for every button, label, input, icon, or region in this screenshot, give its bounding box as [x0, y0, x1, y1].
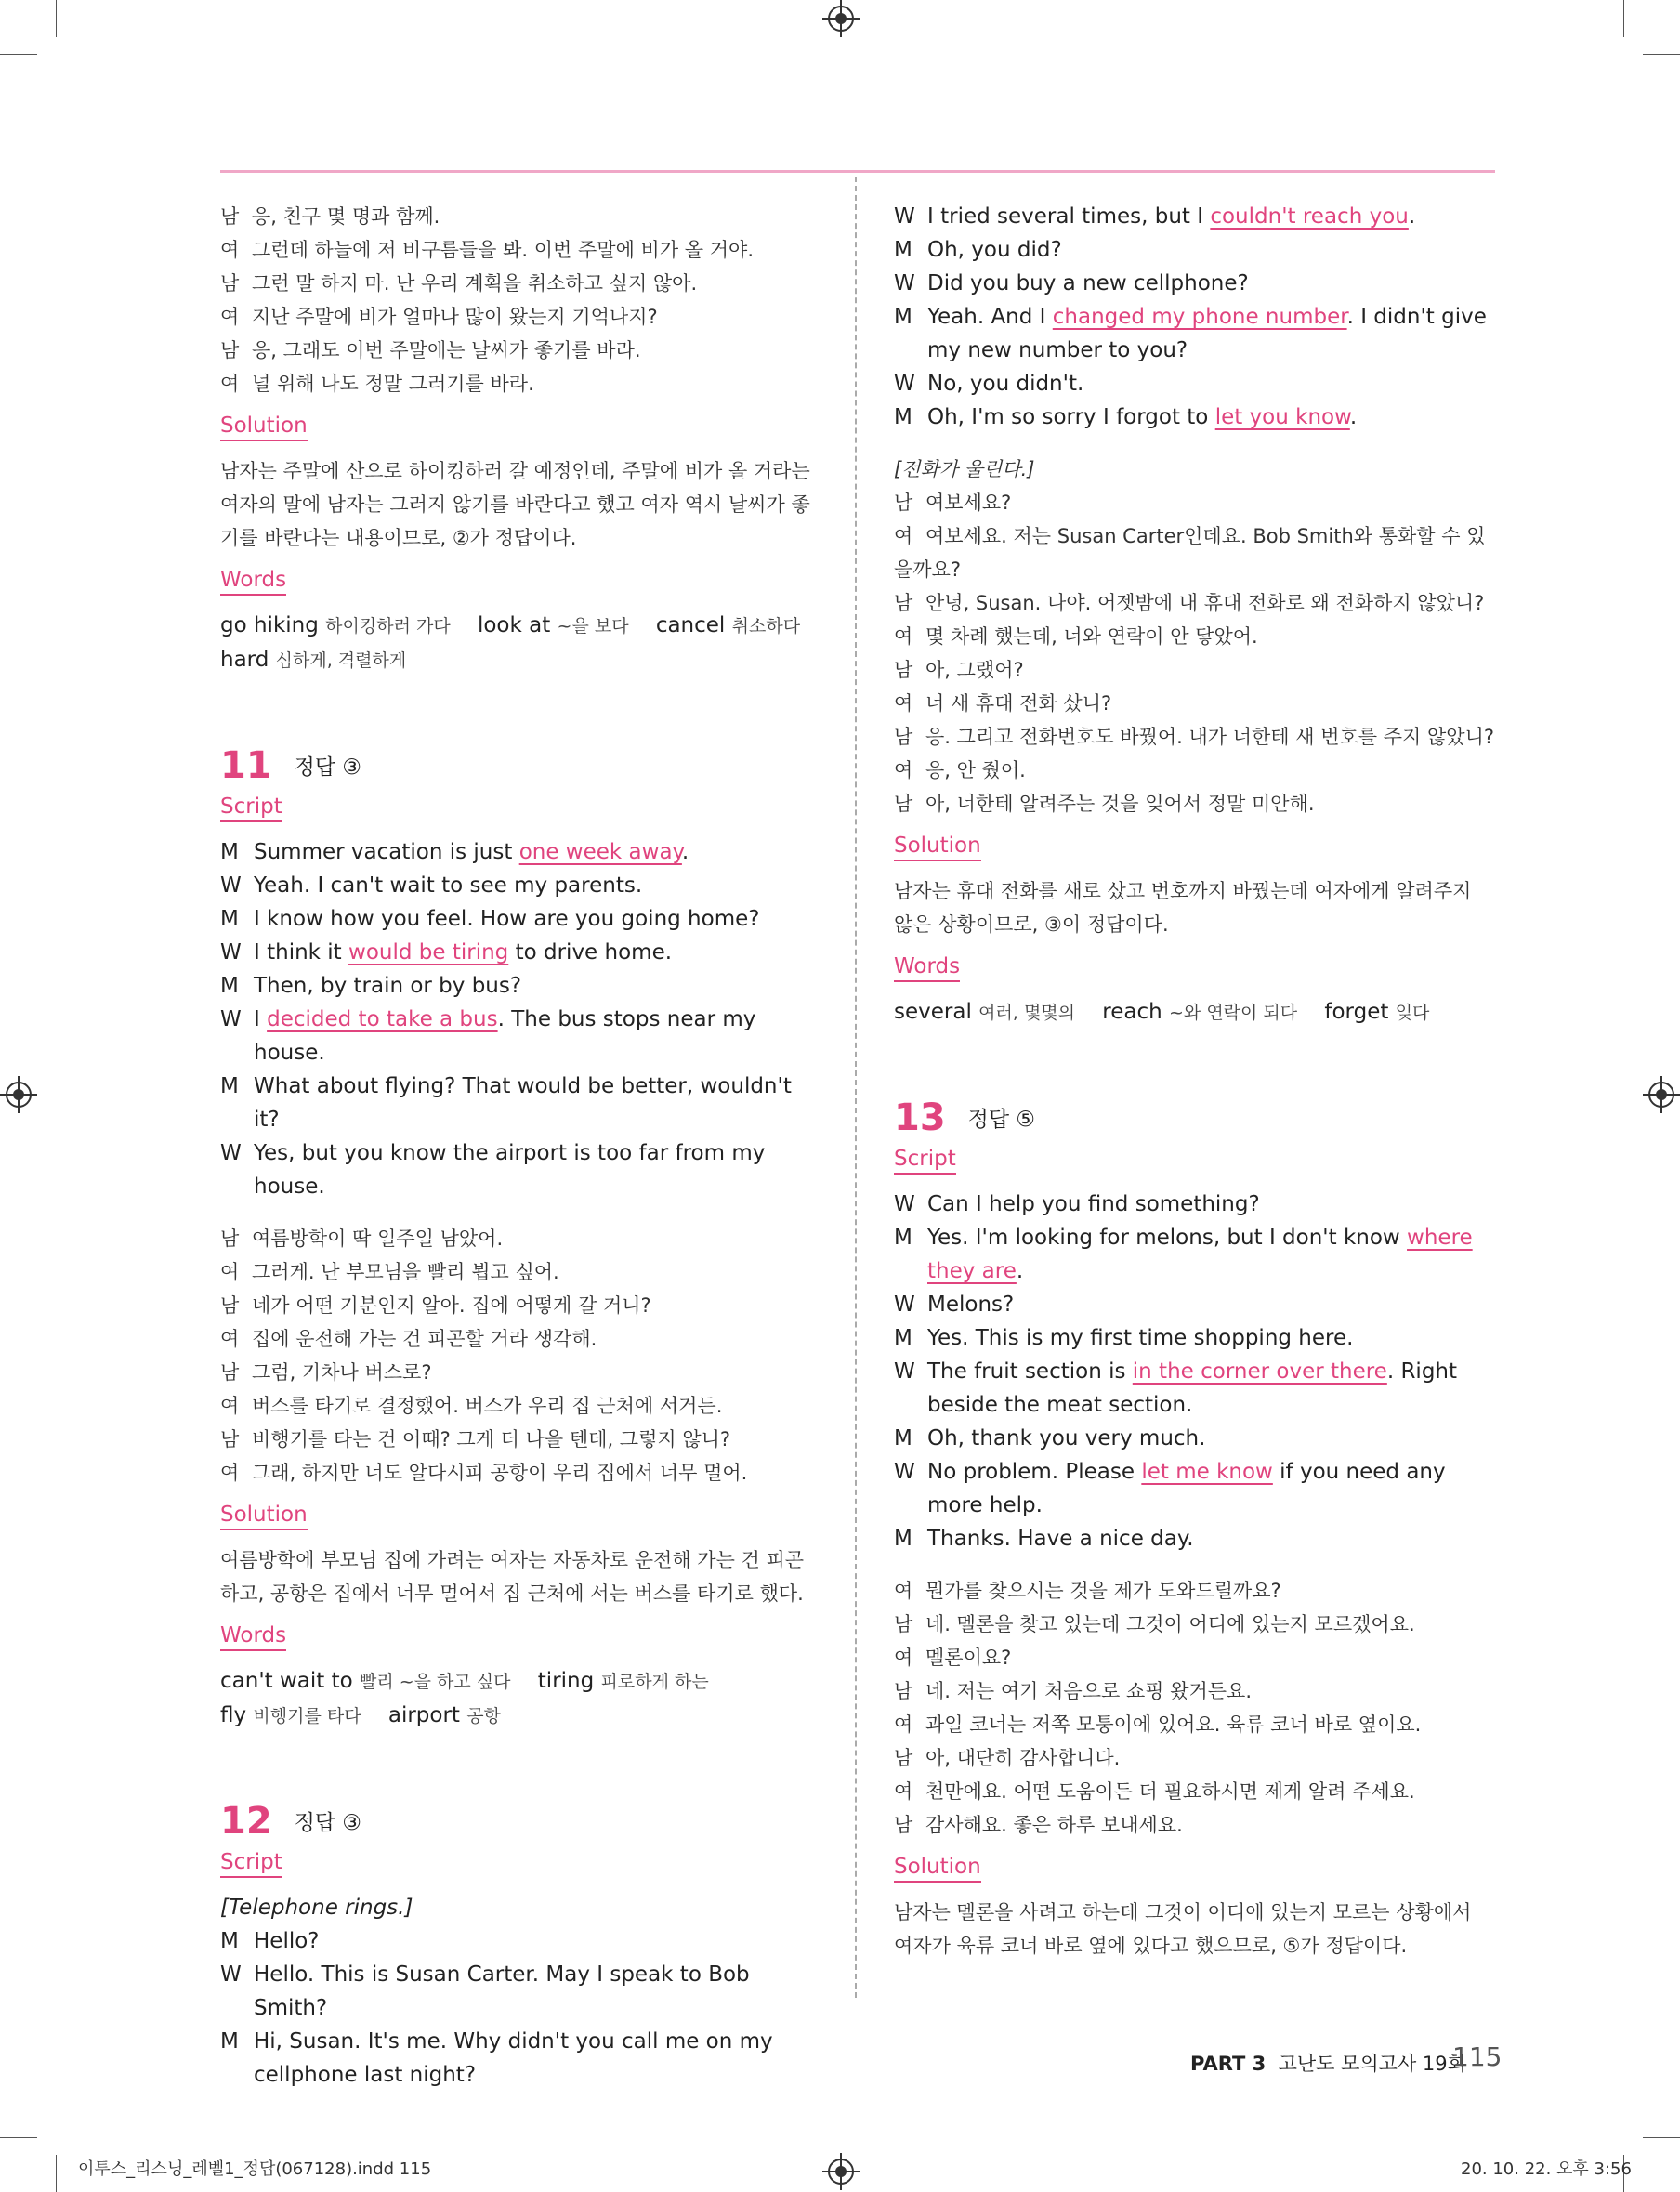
line-text: No, you didn't. [927, 372, 1084, 396]
script-line [894, 1522, 1496, 1555]
question-heading-13 [894, 1096, 1496, 1139]
registration-mark-icon [828, 2159, 854, 2185]
speaker-label: W [220, 1141, 242, 1165]
speaker-label: 남 [894, 592, 913, 614]
crop-mark [1643, 54, 1680, 55]
slug-filename: 이투스_리스닝_레벨1_정답(067128).indd 115 [78, 2159, 432, 2179]
line-text: Thanks. Have a nice day. [927, 1527, 1194, 1551]
line-text: 네. 멜론을 찾고 있는데 그것이 어디에 있는지 모르겠어요. [925, 1613, 1415, 1635]
line-text: No problem. Please [927, 1460, 1142, 1484]
script-line [220, 1070, 822, 1136]
script-line [220, 969, 822, 1003]
script-heading: Script [894, 1147, 956, 1175]
speaker-label: 여 [894, 525, 913, 547]
script-line [894, 1422, 1496, 1455]
slug-date: 20. 10. 22. 오후 3:56 [1461, 2159, 1632, 2179]
dictation-blank: in the corner over there [1132, 1359, 1387, 1384]
speaker-label: M [894, 405, 912, 429]
speaker-label: W [220, 940, 242, 965]
words-heading: Words [220, 1623, 286, 1651]
speaker-label: M [220, 974, 239, 998]
line-text: 여름방학이 딱 일주일 남았어. [252, 1227, 504, 1250]
column-divider [855, 177, 857, 1998]
script-line [894, 233, 1496, 267]
korean-line [220, 334, 822, 367]
line-text: . I didn't give my new number to you? [927, 305, 1487, 362]
speaker-label: 여 [894, 759, 913, 781]
korean-line [894, 620, 1496, 653]
line-text: 너 새 휴대 전화 샀니? [925, 692, 1112, 715]
line-text: Can I help you find something? [927, 1192, 1260, 1216]
line-text: Did you buy a new cellphone? [927, 271, 1249, 295]
speaker-label: M [894, 1226, 912, 1250]
speaker-label: 여 [220, 373, 240, 395]
words-heading: Words [220, 568, 286, 596]
question-number: 13 [894, 1096, 946, 1139]
speaker-label: W [894, 271, 915, 295]
line-text: . [1408, 204, 1416, 229]
script-line [894, 1188, 1496, 1221]
korean-line [220, 1289, 822, 1322]
korean-line [220, 1456, 822, 1490]
line-text: Oh, you did? [927, 238, 1062, 262]
speaker-label: 여 [220, 1395, 240, 1417]
script-heading: Script [220, 1850, 282, 1878]
speaker-label: 여 [220, 1328, 240, 1350]
korean-line [894, 1775, 1496, 1808]
line-text: 응, 그래도 이번 주말에는 날씨가 좋기를 바라. [252, 339, 641, 361]
dictation-blank: decided to take a bus [267, 1007, 498, 1031]
line-text: 여보세요. 저는 Susan Carter인데요. Bob Smith와 통화할 수 있을까요? [894, 525, 1486, 581]
korean-line [894, 486, 1496, 519]
line-text: What about flying? That would be better, wouldn't it? [254, 1074, 792, 1132]
line-text: Melons? [927, 1293, 1015, 1317]
english-script [894, 1188, 1496, 1555]
korean-line [220, 233, 822, 267]
script-line [894, 367, 1496, 400]
speaker-label: 남 [894, 726, 913, 748]
speaker-label: 여 [894, 1780, 913, 1803]
line-text: Oh, I'm so sorry I forgot to [927, 405, 1215, 429]
speaker-label: 여 [894, 1647, 913, 1669]
crop-mark [0, 2137, 37, 2138]
line-text: Hi, Susan. It's me. Why didn't you call me on my cellphone last night? [254, 2029, 773, 2087]
stage-direction-korean: [전화가 울린다.] [894, 458, 1035, 480]
speaker-label: 남 [894, 1747, 913, 1769]
line-text: 멜론이요? [925, 1647, 1012, 1669]
line-text: . [1016, 1259, 1024, 1283]
words-heading: Words [894, 954, 960, 982]
line-text: 그런 말 하지 마. 난 우리 계획을 취소하고 싶지 않아. [252, 272, 698, 295]
speaker-label: M [894, 1527, 912, 1551]
script-line [220, 1136, 822, 1203]
line-text: 아, 그랬어? [925, 659, 1024, 681]
speaker-label: W [894, 1293, 915, 1317]
speaker-label: 여 [220, 1261, 240, 1283]
speaker-label: M [220, 840, 239, 864]
line-text: 아, 대단히 감사합니다. [925, 1747, 1121, 1769]
script-heading: Script [220, 794, 282, 822]
script-line [220, 1958, 822, 2025]
korean-dialog [894, 1574, 1496, 1842]
script-line [894, 300, 1496, 367]
line-text: 안녕, Susan. 나야. 어젯밤에 내 휴대 전화로 왜 전화하지 않았니? [925, 592, 1485, 614]
korean-dialog-prev [220, 200, 822, 400]
line-text: 천만에요. 어떤 도움이든 더 필요하시면 제게 알려 주세요. [925, 1780, 1415, 1803]
solution-text: 여름방학에 부모님 집에 가려는 여자는 자동차로 운전해 가는 건 피곤하고, 공항은 집에서 너무 멀어서 집 근처에 서는 버스를 타기로 했다. [220, 1549, 805, 1605]
korean-line [220, 1423, 822, 1456]
dictation-blank: changed my phone number [1052, 305, 1347, 329]
script-line [220, 1924, 822, 1958]
line-text: 그래, 하지만 너도 알다시피 공항이 우리 집에서 너무 멀어. [252, 1462, 748, 1484]
korean-line [894, 519, 1496, 586]
words-list: go hiking 하이킹하러 가다 look at ~을 보다 cancel 취소하다 hard 심하게, 격렬하게 [220, 613, 801, 672]
korean-line [894, 1708, 1496, 1741]
english-script [220, 1924, 822, 2092]
line-text: 아, 너한테 알려주는 것을 잊어서 정말 미안해. [925, 793, 1315, 815]
speaker-label: M [894, 1426, 912, 1450]
line-text: . [1349, 405, 1358, 429]
line-text: Then, by train or by bus? [254, 974, 522, 998]
script-line [220, 936, 822, 969]
speaker-label: 남 [894, 1680, 913, 1702]
speaker-label: 남 [220, 272, 240, 295]
korean-line [220, 1255, 822, 1289]
korean-line [894, 1608, 1496, 1641]
speaker-label: W [894, 204, 915, 229]
solution-text: 남자는 멜론을 사려고 하는데 그것이 어디에 있는지 모르는 상황에서 여자가 육류 코너 바로 옆에 있다고 했으므로, ⑤가 정답이다. [894, 1901, 1472, 1957]
line-text: 응, 친구 몇 명과 함께. [252, 205, 440, 228]
line-text: 그런데 하늘에 저 비구름들을 봐. 이번 주말에 비가 올 거야. [252, 239, 755, 261]
speaker-label: 여 [220, 1462, 240, 1484]
line-text: I think it [254, 940, 349, 965]
line-text: Oh, thank you very much. [927, 1426, 1206, 1450]
speaker-label: M [220, 1074, 239, 1098]
question-heading-11 [220, 744, 822, 787]
solution-heading: Solution [220, 1503, 308, 1530]
korean-line [894, 754, 1496, 787]
speaker-label: 남 [220, 1361, 240, 1384]
line-text: 집에 운전해 가는 건 피곤할 거라 생각해. [252, 1328, 597, 1350]
right-column [894, 200, 1496, 1962]
korean-line [220, 1389, 822, 1423]
script-line [894, 1355, 1496, 1422]
line-text: 여보세요? [925, 492, 1012, 514]
script-line [220, 902, 822, 936]
crop-mark [56, 0, 57, 37]
line-text: 지난 주말에 비가 얼마나 많이 왔는지 기억나지? [252, 306, 658, 328]
dictation-blank: couldn't reach you [1210, 204, 1409, 229]
speaker-label: 여 [894, 1580, 913, 1602]
line-text: I know how you feel. How are you going home? [254, 907, 760, 931]
registration-mark-icon [1648, 1082, 1674, 1108]
line-text: I tried several times, but I [927, 204, 1211, 229]
script-line [894, 1221, 1496, 1288]
line-text: 그러게. 난 부모님을 빨리 뵙고 싶어. [252, 1261, 559, 1283]
dictation-blank: one week away [518, 840, 682, 864]
script-line [894, 1321, 1496, 1355]
speaker-label: W [894, 1359, 915, 1384]
speaker-label: 여 [220, 239, 240, 261]
dictation-blank: where they are [927, 1226, 1473, 1283]
korean-line [894, 586, 1496, 620]
line-text: 응. 그리고 전화번호도 바꿨어. 내가 너한테 새 번호를 주지 않았니? [925, 726, 1495, 748]
script-line [894, 1288, 1496, 1321]
speaker-label: 남 [220, 1227, 240, 1250]
speaker-label: W [220, 873, 242, 898]
line-text: Yes. I'm looking for melons, but I don't know [927, 1226, 1408, 1250]
speaker-label: W [220, 1007, 242, 1031]
dictation-blank: let me know [1141, 1460, 1273, 1484]
speaker-label: W [894, 1192, 915, 1216]
line-text: . [681, 840, 689, 864]
script-line [220, 2025, 822, 2092]
line-text: 그럼, 기차나 버스로? [252, 1361, 432, 1384]
line-text: to drive home. [508, 940, 673, 965]
english-script [220, 835, 822, 1203]
crop-mark [0, 54, 37, 55]
line-text: I [254, 1007, 268, 1031]
speaker-label: W [894, 372, 915, 396]
solution-text: 남자는 휴대 전화를 새로 샀고 번호까지 바꿨는데 여자에게 알려주지 않은 상황이므로, ③이 정답이다. [894, 880, 1472, 936]
script-line [894, 267, 1496, 300]
line-text: Yeah. I can't wait to see my parents. [254, 873, 643, 898]
solution-text: 남자는 주말에 산으로 하이킹하러 갈 예정인데, 주말에 비가 올 거라는 여자의 말에 남자는 그러지 않기를 바란다고 했고 여자 역시 날씨가 좋기를 바란다는 내용이므로, ②가 정답이다. [220, 460, 810, 549]
speaker-label: 남 [220, 1428, 240, 1450]
footer-section-label: PART 3 고난도 모의고사 19회 [1190, 2053, 1466, 2075]
stage-direction: [Telephone rings.] [220, 1896, 413, 1920]
line-text: 감사해요. 좋은 하루 보내세요. [925, 1814, 1183, 1836]
line-text: 비행기를 타는 건 어때? 그게 더 나을 텐데, 그렇지 않니? [252, 1428, 731, 1450]
line-text: Yes, but you know the airport is too far from my house. [254, 1141, 766, 1199]
line-text: Summer vacation is just [254, 840, 519, 864]
speaker-label: W [220, 1962, 242, 1987]
line-text: 버스를 타기로 결정했어. 버스가 우리 집 근처에 서거든. [252, 1395, 723, 1417]
speaker-label: 여 [894, 692, 913, 715]
script-line [220, 869, 822, 902]
speaker-label: 남 [894, 659, 913, 681]
korean-dialog [220, 1222, 822, 1490]
speaker-label: 남 [220, 1294, 240, 1317]
script-line [220, 1003, 822, 1070]
line-text: 네. 저는 여기 처음으로 쇼핑 왔거든요. [925, 1680, 1253, 1702]
words-list: several 여러, 몇몇의 reach ~와 연락이 되다 forget 잊다 [894, 1000, 1430, 1024]
speaker-label: M [894, 305, 912, 329]
korean-line [894, 1741, 1496, 1775]
speaker-label: M [220, 1929, 239, 1953]
line-text: 응, 안 줬어. [925, 759, 1026, 781]
line-text: 네가 어떤 기분인지 알아. 집에 어떻게 갈 거니? [252, 1294, 651, 1317]
speaker-label: 남 [894, 492, 913, 514]
question-number: 11 [220, 744, 272, 787]
speaker-label: M [220, 907, 239, 931]
line-text: . The bus stops near my house. [254, 1007, 756, 1065]
line-text: 뭔가를 찾으시는 것을 제가 도와드릴까요? [925, 1580, 1281, 1602]
speaker-label: W [894, 1460, 915, 1484]
line-text: Hello? [254, 1929, 320, 1953]
answer-label: 정답 ⑤ [967, 1108, 1036, 1132]
korean-line [220, 200, 822, 233]
speaker-label: 남 [220, 205, 240, 228]
registration-mark-icon [828, 6, 854, 32]
korean-dialog [894, 486, 1496, 820]
line-text: 널 위해 나도 정말 그러기를 바라. [252, 373, 534, 395]
korean-line [894, 1674, 1496, 1708]
korean-line [894, 1641, 1496, 1674]
answer-label: 정답 ③ [294, 1811, 362, 1835]
korean-line [220, 300, 822, 334]
line-text: Yeah. And I [927, 305, 1053, 329]
korean-line [220, 267, 822, 300]
speaker-label: M [894, 238, 912, 262]
registration-mark-icon [6, 1082, 32, 1108]
script-line [894, 400, 1496, 434]
korean-line [220, 1356, 822, 1389]
dictation-blank: let you know [1214, 405, 1350, 429]
line-text: . Right beside the meat section. [927, 1359, 1458, 1417]
speaker-label: 여 [894, 625, 913, 648]
speaker-label: 남 [220, 339, 240, 361]
answer-label: 정답 ③ [294, 755, 362, 780]
line-text: Yes. This is my first time shopping here. [927, 1326, 1354, 1350]
crop-mark [1623, 0, 1624, 37]
english-script-continued [894, 200, 1496, 434]
korean-line [220, 367, 822, 400]
korean-line [894, 1808, 1496, 1842]
script-line [894, 200, 1496, 233]
line-text: The fruit section is [927, 1359, 1133, 1384]
speaker-label: 여 [894, 1713, 913, 1736]
top-rule [220, 170, 1495, 173]
solution-heading: Solution [894, 833, 981, 861]
korean-line [894, 787, 1496, 820]
speaker-label: M [894, 1326, 912, 1350]
left-column [220, 200, 822, 2092]
line-text: if you need any more help. [927, 1460, 1446, 1517]
line-text: Hello. This is Susan Carter. May I speak to Bob Smith? [254, 1962, 750, 2020]
line-text: 과일 코너는 저쪽 모퉁이에 있어요. 육류 코너 바로 옆이요. [925, 1713, 1422, 1736]
korean-line [220, 1222, 822, 1255]
crop-mark [56, 2155, 57, 2192]
words-list: can't wait to 빨리 ~을 하고 싶다 tiring 피로하게 하는 fly 비행기를 타다 airport 공항 [220, 1669, 709, 1727]
speaker-label: 여 [220, 306, 240, 328]
korean-line [894, 1574, 1496, 1608]
solution-heading: Solution [220, 413, 308, 441]
korean-line [894, 653, 1496, 687]
speaker-label: 남 [894, 793, 913, 815]
script-line [220, 835, 822, 869]
korean-line [220, 1322, 822, 1356]
korean-line [894, 720, 1496, 754]
question-heading-12 [220, 1800, 822, 1843]
page-number: 115 [1452, 2041, 1503, 2072]
speaker-label: M [220, 2029, 239, 2054]
solution-heading: Solution [894, 1855, 981, 1883]
dictation-blank: would be tiring [348, 940, 509, 965]
speaker-label: 남 [894, 1613, 913, 1635]
line-text: 몇 차례 했는데, 너와 연락이 안 닿았어. [925, 625, 1258, 648]
korean-line [894, 687, 1496, 720]
speaker-label: 남 [894, 1814, 913, 1836]
crop-mark [1643, 2137, 1680, 2138]
question-number: 12 [220, 1800, 272, 1843]
script-line [894, 1455, 1496, 1522]
